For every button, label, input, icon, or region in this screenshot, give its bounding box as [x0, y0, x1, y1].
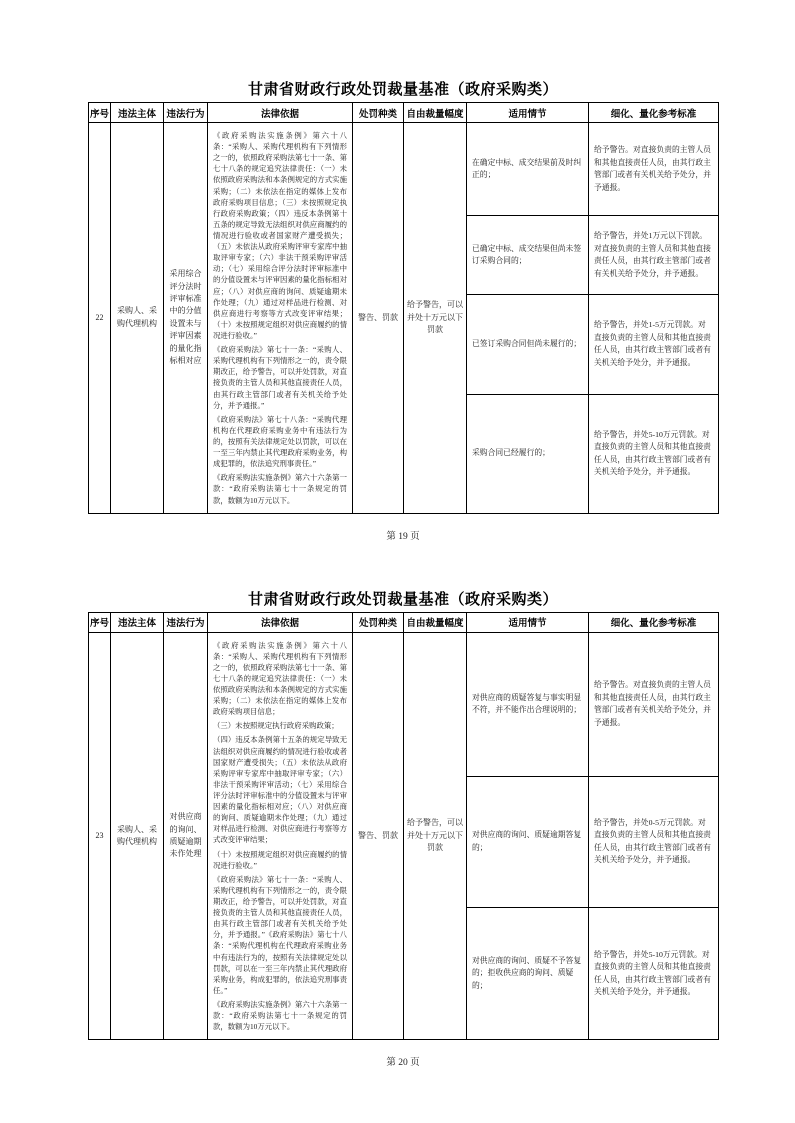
page-title: 甘肃省财政行政处罚裁量基准（政府采购类）: [247, 590, 558, 608]
page-footer: 第 20 页: [386, 1058, 420, 1069]
header-row: [89, 612, 719, 632]
column-header-penalty-type: 处罚种类: [353, 612, 404, 632]
table-row: [89, 123, 719, 216]
legal-paragraph: 《政府采购法实施条例》第六十八条：“采购人、采购代理机构有下列情形之一的，依照政府采购法第七十一条、第七十八条的规定追究法律责任：（一）未依照政府采购法和本条例规定的方式实施采购；（二）未依法在指定的媒体上发布政府采购项目信息；: [213, 640, 347, 717]
column-header-circumstance: 适用情节: [467, 103, 589, 123]
standard-cell: 给予警告。对直接负责的主管人员和其他直接责任人员，由其行政主管部门或者有关机关给予处分，并予通报。: [589, 123, 719, 216]
circumstance-cell: 对供应商的质疑答复与事实明显不符，并不能作出合理说明的；: [467, 632, 589, 776]
legal-paragraph: 《政府采购法》第七十八条：“采购代理机构在代理政府采购业务中有违法行为的，按照有关法律规定处以罚款，可以在一至三年内禁止其代理政府采购业务，构成犯罪的，依法追究刑事责任。”: [213, 414, 347, 469]
legal-basis-cell: [208, 632, 353, 1040]
circumstance-cell: 采购合同已经履行的；: [467, 394, 589, 513]
circumstance-cell: 已确定中标、成交结果但尚未签订采购合同的；: [467, 216, 589, 295]
penalty-table: [88, 612, 719, 1041]
circumstance-cell: 在确定中标、成交结果前及时纠正的；: [467, 123, 589, 216]
standard-cell: 给予警告。对直接负责的主管人员和其他直接责任人员，由其行政主管部门或者有关机关给予处分，并予通报。: [589, 632, 719, 776]
standard-cell: 给予警告，并处0-5万元罚款。对直接负责的主管人员和其他直接责任人员，由其行政主管部门或者有关机关给予处分，并予通报。: [589, 776, 719, 907]
column-header-no: 序号: [89, 612, 111, 632]
page-20: [88, 588, 718, 1069]
legal-paragraph: 《政府采购法实施条例》第六十六条第一款：“政府采购法第七十一条规定的罚款，数额为10万元以下。: [213, 473, 347, 505]
column-header-behavior: 违法行为: [164, 103, 208, 123]
column-header-discretion: 自由裁量幅度: [404, 103, 467, 123]
behavior-cell: 采用综合评分法时评审标准中的分值设置未与评审因素的量化指标相对应: [164, 123, 208, 514]
discretion-cell: 给予警告，可以并处十万元以下罚款: [404, 123, 467, 514]
circumstance-cell: 对供应商的询问、质疑逾期答复的；: [467, 776, 589, 907]
column-header-circumstance: 适用情节: [467, 612, 589, 632]
column-header-standard: 细化、量化参考标准: [589, 103, 719, 123]
legal-paragraph: （四）违反本条例第十五条的规定导致无法组织对供应商履约的情况进行验收或者国家财产遭受损失；（五）未依法从政府采购评审专家库中抽取评审专家；（六）非法干预采购评审活动；（七）采用综合评分法时评审标准中的分值设置未与评审因素的量化指标相对应；（八）对供应商的询问、质疑逾期未作处理；（九）通过对样品进行检测、对供应商进行考察等方式改变评审结果；: [213, 735, 347, 845]
penalty-table: [88, 102, 719, 514]
column-header-subject: 违法主体: [111, 103, 164, 123]
column-header-discretion: 自由裁量幅度: [404, 612, 467, 632]
standard-cell: 给予警告，并处1万元以下罚款。对直接负责的主管人员和其他直接责任人员，由其行政主管部门或者有关机关给予处分，并予通报。: [589, 216, 719, 295]
legal-paragraph: 《政府采购法实施条例》第六十八条：“采购人、采购代理机构有下列情形之一的，依照政府采购法第七十一条、第七十八条的规定追究法律责任：（一）未依照政府采购法和本条例规定的方式实施采购；（二）未依法在指定的媒体上发布政府采购项目信息；（三）未按照规定执行政府采购政策；（四）违反本条例第十五条的规定导致无法组织对供应商履约的情况进行验收或者国家财产遭受损失；（五）未依法从政府采购评审专家库中抽取评审专家；（六）非法干预采购评审活动；（七）采用综合评分法时评审标准中的分值设置未与评审因素的量化指标相对应；（八）对供应商的询问、质疑逾期未作处理；（九）通过对样品进行检测、对供应商进行考察等方式改变评审结果；（十）未按照规定组织对供应商履约的情况进行验收。”: [213, 131, 347, 340]
serial-cell: 23: [89, 632, 111, 1040]
legal-paragraph: 《政府采购法实施条例》第六十六条第一款：“政府采购法第七十一条规定的罚款，数额为10万元以下。: [213, 1000, 347, 1032]
behavior-cell: 对供应商的询问、质疑逾期未作处理: [164, 632, 208, 1040]
standard-cell: 给予警告，并处5-10万元罚款。对直接负责的主管人员和其他直接责任人员，由其行政主管部门或者有关机关给予处分，并予通报。: [589, 394, 719, 513]
column-header-legal-basis: 法律依据: [208, 103, 353, 123]
column-header-subject: 违法主体: [111, 612, 164, 632]
legal-paragraph: （十）未按照规定组织对供应商履约的情况进行验收。”: [213, 849, 347, 870]
standard-cell: 给予警告，并处5-10万元罚款。对直接负责的主管人员和其他直接责任人员，由其行政主管部门或者有关机关给予处分，并予通报。: [589, 907, 719, 1039]
standard-cell: 给予警告，并处1-5万元罚款。对直接负责的主管人员和其他直接责任人员，由其行政主管部门或者有关机关给予处分，并予通报。: [589, 294, 719, 394]
column-header-penalty-type: 处罚种类: [353, 103, 404, 123]
serial-cell: 22: [89, 123, 111, 514]
subject-cell: 采购人、采购代理机构: [111, 123, 164, 514]
column-header-legal-basis: 法律依据: [208, 612, 353, 632]
column-header-behavior: 违法行为: [164, 612, 208, 632]
circumstance-cell: 已签订采购合同但尚未履行的；: [467, 294, 589, 394]
table-row: [89, 632, 719, 776]
discretion-cell: 给予警告，可以并处十万元以下罚款: [404, 632, 467, 1040]
penalty-type-cell: 警告、罚款: [353, 632, 404, 1040]
page-footer: 第 19 页: [386, 531, 420, 542]
column-header-standard: 细化、量化参考标准: [589, 612, 719, 632]
page-19: [88, 78, 718, 542]
circumstance-cell: 对供应商的询问、质疑不予答复的；拒收供应商的询问、质疑的；: [467, 907, 589, 1039]
column-header-no: 序号: [89, 103, 111, 123]
page-title: 甘肃省财政行政处罚裁量基准（政府采购类）: [247, 81, 558, 98]
legal-paragraph: 《政府采购法》第七十一条：“采购人、采购代理机构有下列情形之一的，责令限期改正，给予警告，可以并处罚款，对直接负责的主管人员和其他直接责任人员，由其行政主管部门或者有关机关给予处分，并予通报。”: [213, 345, 347, 410]
header-row: [89, 103, 719, 123]
penalty-type-cell: 警告、罚款: [353, 123, 404, 514]
legal-basis-cell: [208, 123, 353, 514]
legal-paragraph: （三）未按照规定执行政府采购政策；: [213, 721, 339, 731]
legal-paragraph: 《政府采购法》第七十一条：“采购人、采购代理机构有下列情形之一的，责令限期改正，给予警告，可以并处罚款，对直接负责的主管人员和其他直接责任人员，由其行政主管部门或者有关机关给予处分，并予通报。”《政府采购法》第七十八条：“采购代理机构在代理政府采购业务中有违法行为的，按照有关法律规定处以罚款，可以在一至三年内禁止其代理政府采购业务，构成犯罪的，依法追究刑事责任。”: [213, 874, 347, 995]
subject-cell: 采购人、采购代理机构: [111, 632, 164, 1040]
